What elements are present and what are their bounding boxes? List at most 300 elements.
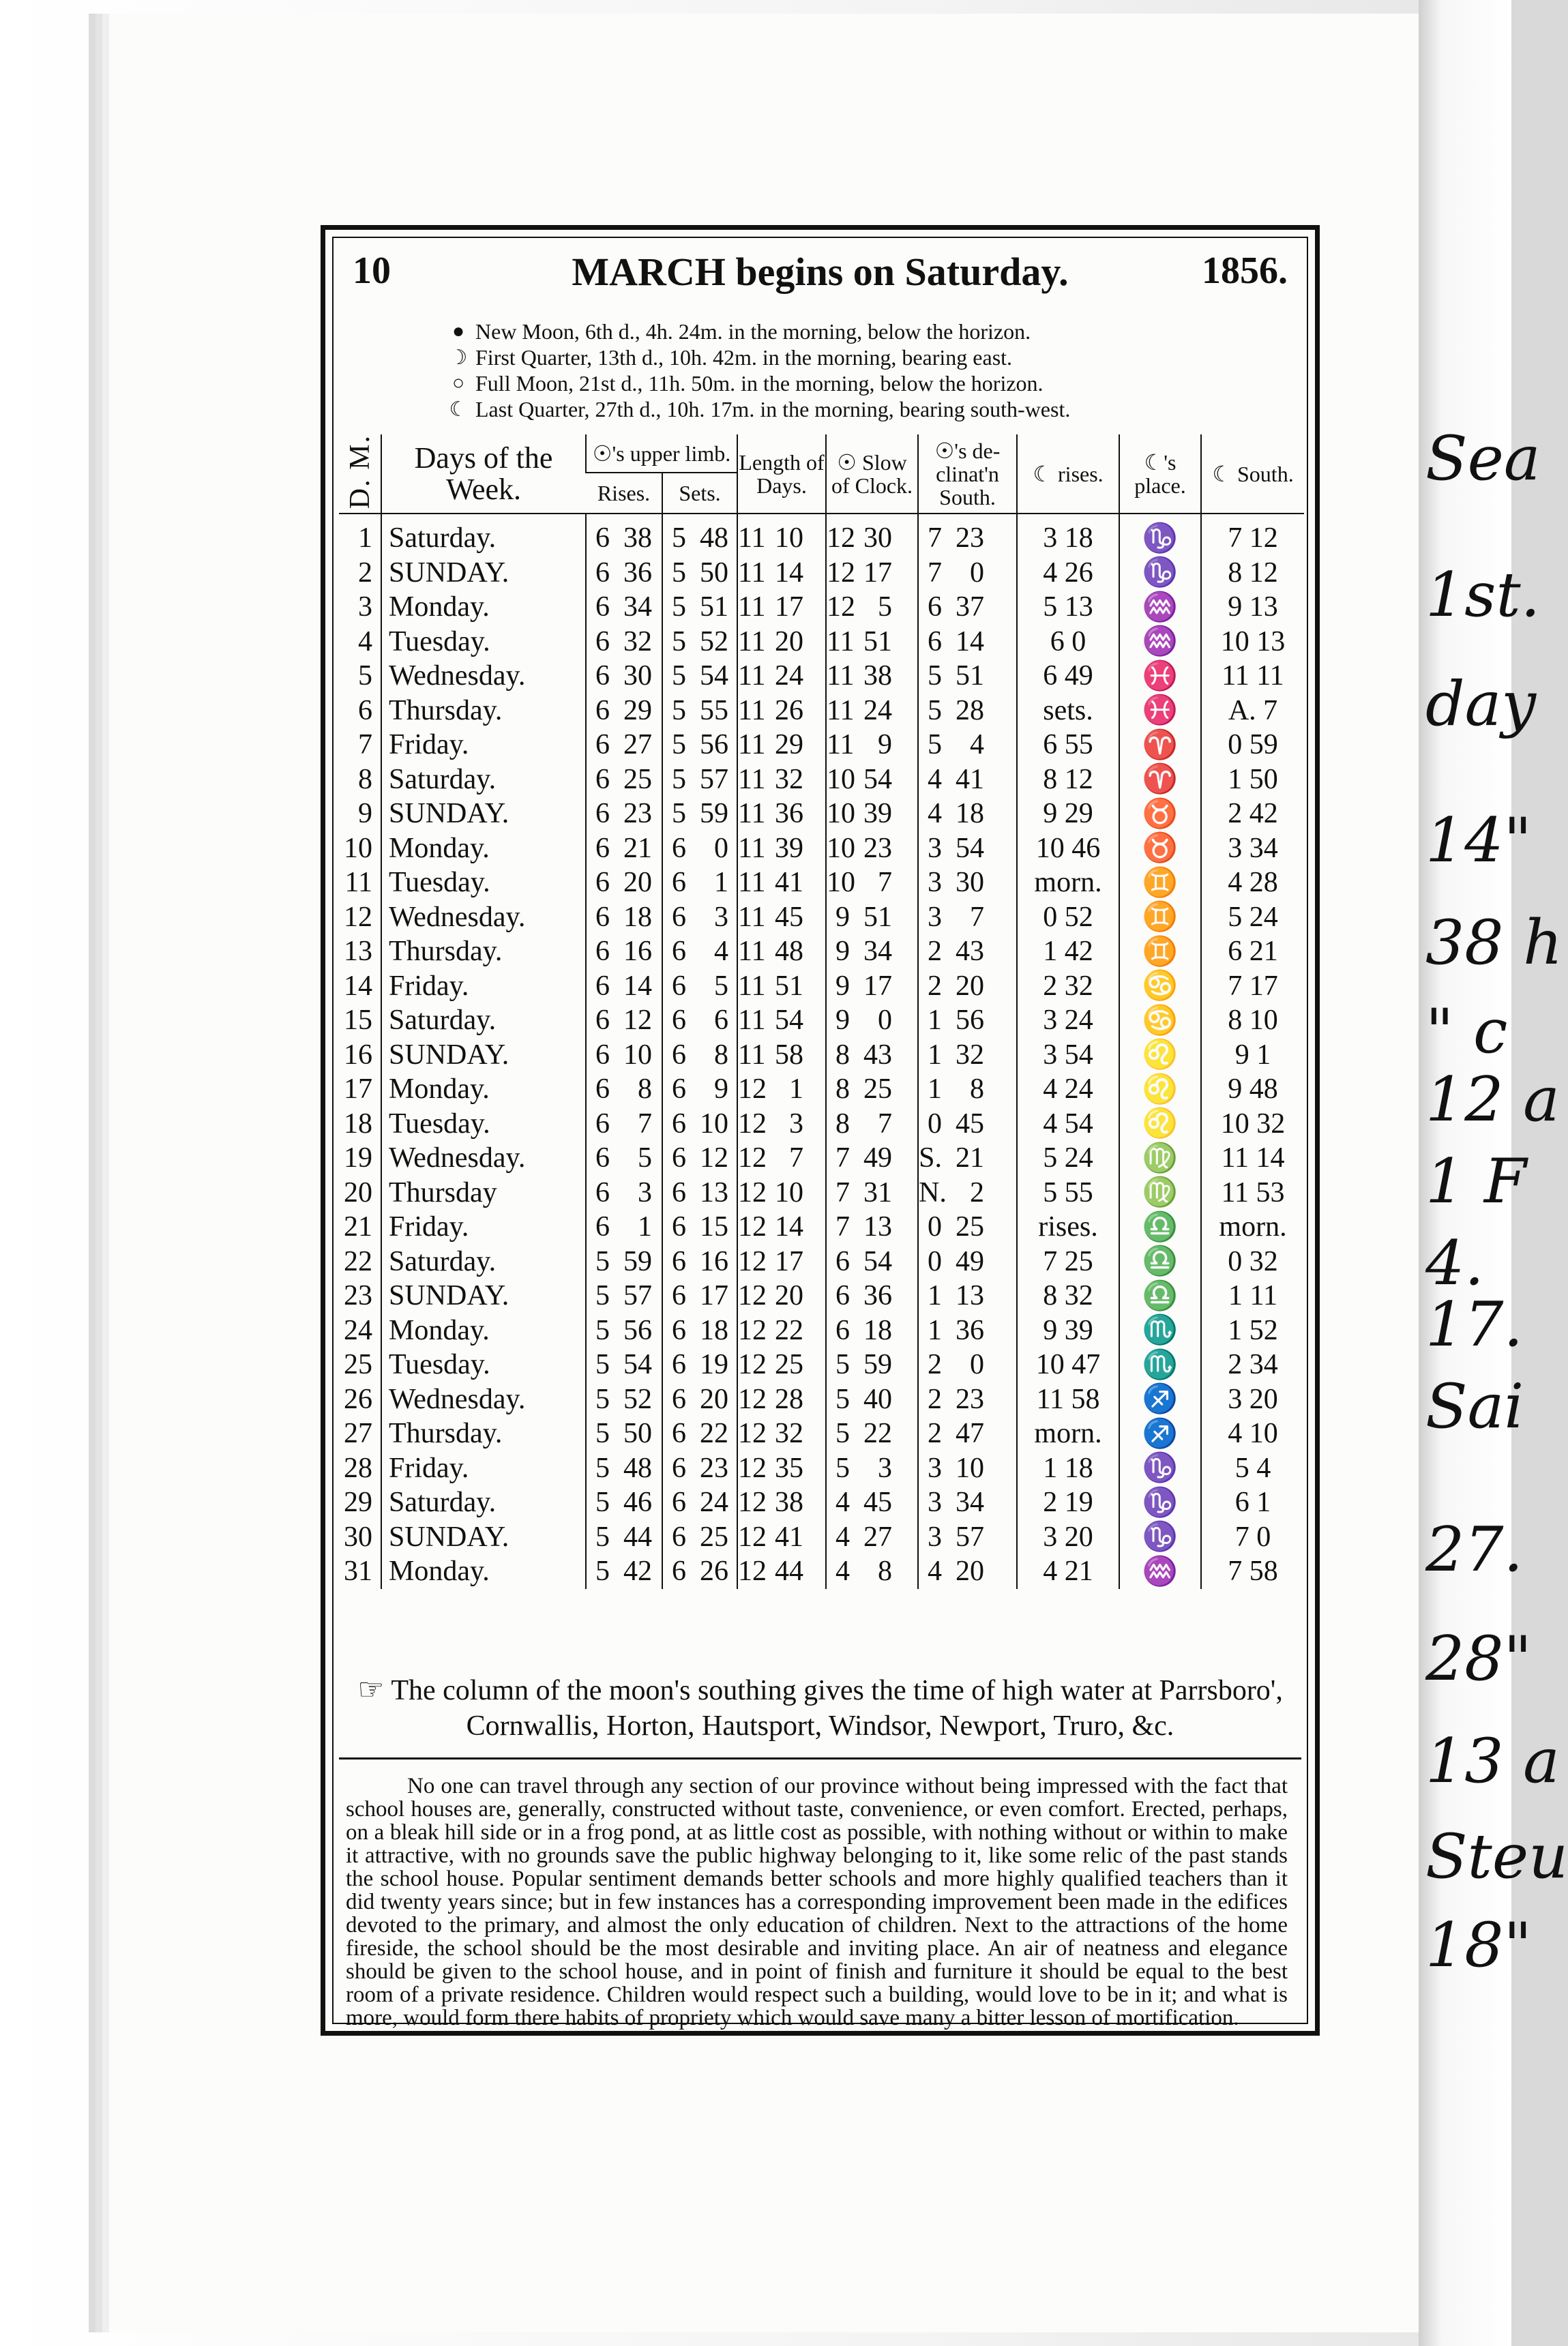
sun-rises: 6 30: [586, 659, 662, 694]
moon-place-header: ☾'s place.: [1119, 434, 1201, 514]
moon-rises: 6 55: [1017, 728, 1119, 762]
moon-rises: 5 55: [1017, 1176, 1119, 1211]
zodiac-sign-icon: ♊: [1119, 934, 1201, 969]
zodiac-sign-icon: ♊: [1119, 900, 1201, 935]
moon-south: 4 28: [1201, 865, 1304, 900]
sun-sets: 5 57: [662, 762, 737, 797]
declination-header: ☉'s de-clinat'n South.: [918, 434, 1017, 514]
clock-slow: 12 30: [826, 514, 918, 556]
weekday: Thursday.: [381, 694, 586, 728]
weekday: SUNDAY.: [381, 556, 586, 591]
weekday: Wednesday.: [381, 1141, 586, 1176]
moon-south: 3 20: [1201, 1382, 1304, 1417]
moon-south: 11 11: [1201, 659, 1304, 694]
sun-declination: 3 7: [918, 900, 1017, 935]
moon-rises-header: ☾ rises.: [1017, 434, 1119, 514]
clock-slow: 11 38: [826, 659, 918, 694]
day-of-month: 23: [344, 1280, 372, 1312]
weekday: Friday.: [381, 1451, 586, 1486]
sun-sets: 6 10: [662, 1107, 737, 1142]
length-of-days-header: Length of Days.: [737, 434, 826, 514]
handwritten-note: Steu: [1425, 1821, 1568, 1892]
moon-phase-line: [441, 318, 1274, 344]
moon-south: 9 48: [1201, 1072, 1304, 1107]
sun-declination: 2 43: [918, 934, 1017, 969]
weekday: Thursday.: [381, 1416, 586, 1451]
weekday: Tuesday.: [381, 865, 586, 900]
length-of-day: 11 54: [737, 1003, 826, 1038]
weekday: Monday.: [381, 1554, 586, 1589]
moon-phase-line: [441, 396, 1274, 422]
day-of-month: 4: [358, 625, 372, 657]
handwritten-note: 4.: [1425, 1228, 1484, 1299]
sun-rises: 6 36: [586, 556, 662, 591]
moon-south: 2 34: [1201, 1348, 1304, 1382]
sun-declination: 6 37: [918, 590, 1017, 625]
sun-rises: 6 32: [586, 625, 662, 659]
sun-sets: 6 17: [662, 1279, 737, 1313]
sun-sets: 5 48: [662, 514, 737, 556]
handwritten-note: 28": [1425, 1623, 1532, 1695]
sun-rises: 6 29: [586, 694, 662, 728]
table-row: [339, 1348, 1304, 1382]
handwritten-note: 1st.: [1425, 559, 1541, 631]
zodiac-sign-icon: ♋: [1119, 1003, 1201, 1038]
moon-south: 5 4: [1201, 1451, 1304, 1486]
zodiac-sign-icon: ♊: [1119, 865, 1201, 900]
essay-block: [346, 1775, 1288, 2030]
moon-rises: morn.: [1017, 865, 1119, 900]
sun-rises: 6 5: [586, 1141, 662, 1176]
sun-sets: 5 52: [662, 625, 737, 659]
clock-slow: 4 45: [826, 1485, 918, 1520]
clock-slow: 9 34: [826, 934, 918, 969]
sun-rises: 6 8: [586, 1072, 662, 1107]
length-of-day: 12 14: [737, 1210, 826, 1245]
sun-sets: 6 19: [662, 1348, 737, 1382]
table-row: [339, 694, 1304, 728]
length-of-day: 12 32: [737, 1416, 826, 1451]
table-row: [339, 1072, 1304, 1107]
table-row: [339, 1554, 1304, 1589]
length-of-day: 11 39: [737, 831, 826, 866]
handwritten-note: Sea: [1425, 423, 1541, 494]
clock-slow: 7 49: [826, 1141, 918, 1176]
table-row: [339, 1107, 1304, 1142]
moon-south: 9 13: [1201, 590, 1304, 625]
length-of-day: 11 17: [737, 590, 826, 625]
length-of-day: 11 10: [737, 514, 826, 556]
day-of-month: 16: [344, 1039, 372, 1071]
sun-rises: 5 46: [586, 1485, 662, 1520]
table-row: [339, 1313, 1304, 1348]
sun-declination: 3 57: [918, 1520, 1017, 1555]
weekday: Friday.: [381, 728, 586, 762]
table-row: [339, 1485, 1304, 1520]
zodiac-sign-icon: ♐: [1119, 1382, 1201, 1417]
length-of-day: 11 36: [737, 797, 826, 831]
moon-phase-text: Full Moon, 21st d., 11h. 50m. in the morning, below the horizon.: [475, 370, 1044, 396]
clock-slow: 5 40: [826, 1382, 918, 1417]
table-row: [339, 1003, 1304, 1038]
day-of-month: 12: [344, 901, 372, 933]
sun-sets: 6 4: [662, 934, 737, 969]
new-moon-icon: ●: [452, 320, 465, 342]
sun-rises: 5 52: [586, 1382, 662, 1417]
moon-phase-text: Last Quarter, 27th d., 10h. 17m. in the morning, bearing south-west.: [475, 396, 1071, 421]
sun-declination: 3 54: [918, 831, 1017, 866]
moon-south: 5 24: [1201, 900, 1304, 935]
sun-declination: 2 23: [918, 1382, 1017, 1417]
tide-note: [339, 1672, 1301, 1744]
moon-rises: 4 21: [1017, 1554, 1119, 1589]
sun-sets: 6 8: [662, 1038, 737, 1073]
table-row: [339, 797, 1304, 831]
moon-rises: 1 18: [1017, 1451, 1119, 1486]
day-of-month: 9: [358, 798, 372, 830]
moon-south: 9 1: [1201, 1038, 1304, 1073]
weekday: Monday.: [381, 831, 586, 866]
sun-declination: 1 36: [918, 1313, 1017, 1348]
zodiac-sign-icon: ♑: [1119, 556, 1201, 591]
moon-south: 4 10: [1201, 1416, 1304, 1451]
sun-rises: 5 50: [586, 1416, 662, 1451]
handwritten-note: 17.: [1425, 1289, 1524, 1361]
weekday: Friday.: [381, 969, 586, 1004]
full-moon-icon: ○: [452, 372, 465, 394]
moon-rises: 5 13: [1017, 590, 1119, 625]
sun-rises: 6 23: [586, 797, 662, 831]
moon-rises: 2 19: [1017, 1485, 1119, 1520]
moon-rises: 9 29: [1017, 797, 1119, 831]
moon-phase-text: First Quarter, 13th d., 10h. 42m. in the morning, bearing east.: [475, 344, 1013, 370]
moon-south: 7 58: [1201, 1554, 1304, 1589]
sun-declination: 2 47: [918, 1416, 1017, 1451]
moon-rises: 3 20: [1017, 1520, 1119, 1555]
sun-rises: 6 34: [586, 590, 662, 625]
sun-declination: 7 0: [918, 556, 1017, 591]
moon-rises: 0 52: [1017, 900, 1119, 935]
moon-south: 0 32: [1201, 1245, 1304, 1279]
essay-text: No one can travel through any section of our province without being impressed with the fact that school houses are, generally, constructed without taste, convenience, or even comfort. Erected, perhaps, on a bleak hill side or in a frog pond, at as little cost as possible, with nothing without or within to make it attractive, with no grounds save the public highway belonging to it, like some relic of the past stands the school house. Popular sentiment demands better schools and more highly qualified teachers than it did twenty years since; but in few instances has a corresponding improvement been made in the edifices devoted to the primary, and almost the only education of children. Next to the attractions of the home fireside, the school should be the most desirable and inviting place. An air of neatness and elegance should be given to the school house, and in point of finish and furniture it should be equal to the best room of a private residence. Children would respect such a building, would love to be in it; and what is more, would form there habits of propriety which would save many a bitter lesson of mortification.: [346, 1774, 1288, 2030]
zodiac-sign-icon: ♉: [1119, 797, 1201, 831]
almanac-frame: [321, 225, 1320, 2036]
sun-declination: 4 41: [918, 762, 1017, 797]
sun-declination: 1 13: [918, 1279, 1017, 1313]
sun-rises: 6 21: [586, 831, 662, 866]
sun-declination: 1 32: [918, 1038, 1017, 1073]
moon-rises: 3 24: [1017, 1003, 1119, 1038]
day-of-month: 20: [344, 1176, 372, 1208]
moon-rises: 8 32: [1017, 1279, 1119, 1313]
day-of-month: 30: [344, 1521, 372, 1553]
moon-south: 11 53: [1201, 1176, 1304, 1211]
table-row: [339, 1416, 1304, 1451]
day-of-month: 25: [344, 1349, 372, 1381]
table-row: [339, 1176, 1304, 1211]
moon-rises: morn.: [1017, 1416, 1119, 1451]
clock-slow: 8 25: [826, 1072, 918, 1107]
moon-rises: 1 42: [1017, 934, 1119, 969]
weekday: SUNDAY.: [381, 1279, 586, 1313]
moon-south: 7 17: [1201, 969, 1304, 1004]
handwritten-note: 13 a: [1425, 1725, 1560, 1797]
sun-declination: 2 20: [918, 969, 1017, 1004]
sun-sets: 5 56: [662, 728, 737, 762]
length-of-day: 12 1: [737, 1072, 826, 1107]
moon-rises: 9 39: [1017, 1313, 1119, 1348]
sun-declination: 0 49: [918, 1245, 1017, 1279]
day-of-month: 21: [344, 1211, 372, 1243]
moon-phase-text: New Moon, 6th d., 4h. 24m. in the morning, below the horizon.: [475, 318, 1031, 344]
sun-rises: 5 57: [586, 1279, 662, 1313]
sun-rises: 6 3: [586, 1176, 662, 1211]
zodiac-sign-icon: ♓: [1119, 659, 1201, 694]
table-row: [339, 1245, 1304, 1279]
zodiac-sign-icon: ♓: [1119, 694, 1201, 728]
zodiac-sign-icon: ♒: [1119, 625, 1201, 659]
length-of-day: 12 28: [737, 1382, 826, 1417]
length-of-day: 11 14: [737, 556, 826, 591]
table-row: [339, 1279, 1304, 1313]
sun-sets: 6 15: [662, 1210, 737, 1245]
moon-rises: 6 0: [1017, 625, 1119, 659]
table-row: [339, 865, 1304, 900]
weekday: Tuesday.: [381, 625, 586, 659]
moon-phases: [441, 318, 1274, 422]
table-row: [339, 1451, 1304, 1486]
day-of-month: 26: [344, 1383, 372, 1415]
length-of-day: 12 17: [737, 1245, 826, 1279]
sun-declination: 5 4: [918, 728, 1017, 762]
weekday: SUNDAY.: [381, 797, 586, 831]
moon-south: 6 21: [1201, 934, 1304, 969]
handwritten-note: 18": [1425, 1910, 1532, 1981]
clock-slow: 4 8: [826, 1554, 918, 1589]
sun-declination: 3 30: [918, 865, 1017, 900]
moon-rises: 11 58: [1017, 1382, 1119, 1417]
moon-south-header: ☾ South.: [1201, 434, 1304, 514]
length-of-day: 12 38: [737, 1485, 826, 1520]
moon-rises: rises.: [1017, 1210, 1119, 1245]
zodiac-sign-icon: ♈: [1119, 728, 1201, 762]
section-divider: [339, 1757, 1301, 1760]
sun-sets: 6 5: [662, 969, 737, 1004]
length-of-day: 11 58: [737, 1038, 826, 1073]
clock-slow: 6 18: [826, 1313, 918, 1348]
sun-declination: 5 28: [918, 694, 1017, 728]
sun-declination: 3 10: [918, 1451, 1017, 1486]
sun-upper-limb-header: ☉'s upper limb.: [586, 434, 737, 473]
handwritten-note: day: [1425, 668, 1537, 740]
clock-slow: 9 0: [826, 1003, 918, 1038]
table-row: [339, 969, 1304, 1004]
sun-declination: S. 21: [918, 1141, 1017, 1176]
sun-declination: 0 45: [918, 1107, 1017, 1142]
sun-rises: 5 42: [586, 1554, 662, 1589]
day-of-month: 13: [344, 936, 372, 968]
weekday: SUNDAY.: [381, 1520, 586, 1555]
days-header: Days of the Week.: [381, 434, 586, 514]
sun-rises: 6 38: [586, 514, 662, 556]
table-row: [339, 900, 1304, 935]
moon-south: 6 1: [1201, 1485, 1304, 1520]
sun-sets: 6 3: [662, 900, 737, 935]
moon-rises: 4 54: [1017, 1107, 1119, 1142]
zodiac-sign-icon: ♎: [1119, 1279, 1201, 1313]
table-row: [339, 831, 1304, 866]
moon-rises: 2 32: [1017, 969, 1119, 1004]
sun-sets: 5 50: [662, 556, 737, 591]
sun-declination: 2 0: [918, 1348, 1017, 1382]
weekday: Thursday.: [381, 934, 586, 969]
handwritten-note: 14": [1425, 805, 1532, 876]
sun-declination: 1 8: [918, 1072, 1017, 1107]
day-of-month: 1: [358, 522, 372, 554]
weekday: Monday.: [381, 1313, 586, 1348]
length-of-day: 12 10: [737, 1176, 826, 1211]
sun-declination: 6 14: [918, 625, 1017, 659]
clock-slow: 10 7: [826, 865, 918, 900]
day-of-month: 7: [358, 729, 372, 761]
moon-rises: 3 18: [1017, 514, 1119, 556]
table-row: [339, 1210, 1304, 1245]
day-of-month: 15: [344, 1005, 372, 1037]
weekday: SUNDAY.: [381, 1038, 586, 1073]
clock-slow: 6 54: [826, 1245, 918, 1279]
zodiac-sign-icon: ♎: [1119, 1245, 1201, 1279]
sun-declination: 1 56: [918, 1003, 1017, 1038]
handwritten-note: Sai: [1425, 1371, 1524, 1442]
clock-slow: 10 23: [826, 831, 918, 866]
sun-rises: 6 18: [586, 900, 662, 935]
zodiac-sign-icon: ♑: [1119, 1451, 1201, 1486]
day-of-month: 22: [344, 1245, 372, 1277]
sun-sets-header: Sets.: [662, 473, 737, 514]
handwritten-note: " c: [1425, 996, 1508, 1067]
zodiac-sign-icon: ♌: [1119, 1038, 1201, 1073]
zodiac-sign-icon: ♍: [1119, 1176, 1201, 1211]
weekday: Monday.: [381, 590, 586, 625]
moon-phase-line: [441, 370, 1274, 396]
first-quarter-icon: ☽: [449, 346, 468, 369]
clock-slow: 8 43: [826, 1038, 918, 1073]
almanac-table: [339, 434, 1304, 1589]
clock-slow: 6 36: [826, 1279, 918, 1313]
handwritten-note: 1 F: [1425, 1146, 1527, 1217]
tide-note-text: The column of the moon's southing gives the time of high water at Parrsboro', Cornwallis, Horton, Hautsport, Windsor, Newport, Truro, &c.: [391, 1675, 1283, 1742]
table-row: [339, 934, 1304, 969]
table-row: [339, 556, 1304, 591]
sun-sets: 5 55: [662, 694, 737, 728]
zodiac-sign-icon: ♐: [1119, 1416, 1201, 1451]
sun-rises-header: Rises.: [586, 473, 662, 514]
moon-south: A. 7: [1201, 694, 1304, 728]
clock-slow: 5 22: [826, 1416, 918, 1451]
moon-rises: 3 54: [1017, 1038, 1119, 1073]
day-of-month: 6: [358, 694, 372, 726]
clock-slow: 5 3: [826, 1451, 918, 1486]
clock-slow: 12 17: [826, 556, 918, 591]
length-of-day: 12 3: [737, 1107, 826, 1142]
sun-sets: 6 12: [662, 1141, 737, 1176]
sun-sets: 6 9: [662, 1072, 737, 1107]
moon-south: 0 59: [1201, 728, 1304, 762]
sun-rises: 6 10: [586, 1038, 662, 1073]
pointing-hand-icon: ☞: [357, 1673, 385, 1706]
moon-rises: 4 26: [1017, 556, 1119, 591]
length-of-day: 11 41: [737, 865, 826, 900]
zodiac-sign-icon: ♋: [1119, 969, 1201, 1004]
length-of-day: 11 29: [737, 728, 826, 762]
clock-slow: 9 51: [826, 900, 918, 935]
sun-sets: 5 59: [662, 797, 737, 831]
clock-slow: 7 13: [826, 1210, 918, 1245]
sun-sets: 6 0: [662, 831, 737, 866]
zodiac-sign-icon: ♍: [1119, 1141, 1201, 1176]
length-of-day: 11 51: [737, 969, 826, 1004]
clock-slow: 11 24: [826, 694, 918, 728]
sun-rises: 6 16: [586, 934, 662, 969]
table-row: [339, 728, 1304, 762]
moon-south: 8 12: [1201, 556, 1304, 591]
sun-rises: 6 1: [586, 1210, 662, 1245]
moon-south: 1 50: [1201, 762, 1304, 797]
moon-south: 10 13: [1201, 625, 1304, 659]
sun-rises: 5 48: [586, 1451, 662, 1486]
table-row: [339, 1141, 1304, 1176]
weekday: Thursday: [381, 1176, 586, 1211]
day-of-month: 29: [344, 1487, 372, 1519]
zodiac-sign-icon: ♈: [1119, 762, 1201, 797]
sun-sets: 6 25: [662, 1520, 737, 1555]
day-of-month: 19: [344, 1142, 372, 1174]
handwritten-note: 27.: [1425, 1514, 1524, 1586]
moon-rises: 8 12: [1017, 762, 1119, 797]
clock-slow: 5 59: [826, 1348, 918, 1382]
sun-declination: 4 18: [918, 797, 1017, 831]
zodiac-sign-icon: ♎: [1119, 1210, 1201, 1245]
clock-slow: 8 7: [826, 1107, 918, 1142]
weekday: Friday.: [381, 1210, 586, 1245]
moon-south: 1 11: [1201, 1279, 1304, 1313]
page-header: [353, 249, 1288, 303]
length-of-day: 11 45: [737, 900, 826, 935]
length-of-day: 12 44: [737, 1554, 826, 1589]
length-of-day: 12 25: [737, 1348, 826, 1382]
table-row: [339, 514, 1304, 556]
clock-slow: 12 5: [826, 590, 918, 625]
day-of-month: 28: [344, 1452, 372, 1484]
moon-rises: 5 24: [1017, 1141, 1119, 1176]
sun-rises: 5 44: [586, 1520, 662, 1555]
day-of-month: 18: [344, 1108, 372, 1140]
day-of-month: 11: [344, 867, 372, 899]
moon-phase-line: [441, 344, 1274, 370]
sun-declination: 7 23: [918, 514, 1017, 556]
weekday: Wednesday.: [381, 900, 586, 935]
length-of-day: 12 22: [737, 1313, 826, 1348]
day-of-month: 8: [358, 763, 372, 795]
day-of-month: 17: [344, 1073, 372, 1105]
handwritten-note: 38 h: [1425, 907, 1563, 979]
handwritten-note: 12 a: [1425, 1064, 1560, 1135]
zodiac-sign-icon: ♌: [1119, 1072, 1201, 1107]
sun-declination: 3 34: [918, 1485, 1017, 1520]
weekday: Saturday.: [381, 1485, 586, 1520]
day-of-month: 24: [344, 1314, 372, 1346]
weekday: Tuesday.: [381, 1107, 586, 1142]
